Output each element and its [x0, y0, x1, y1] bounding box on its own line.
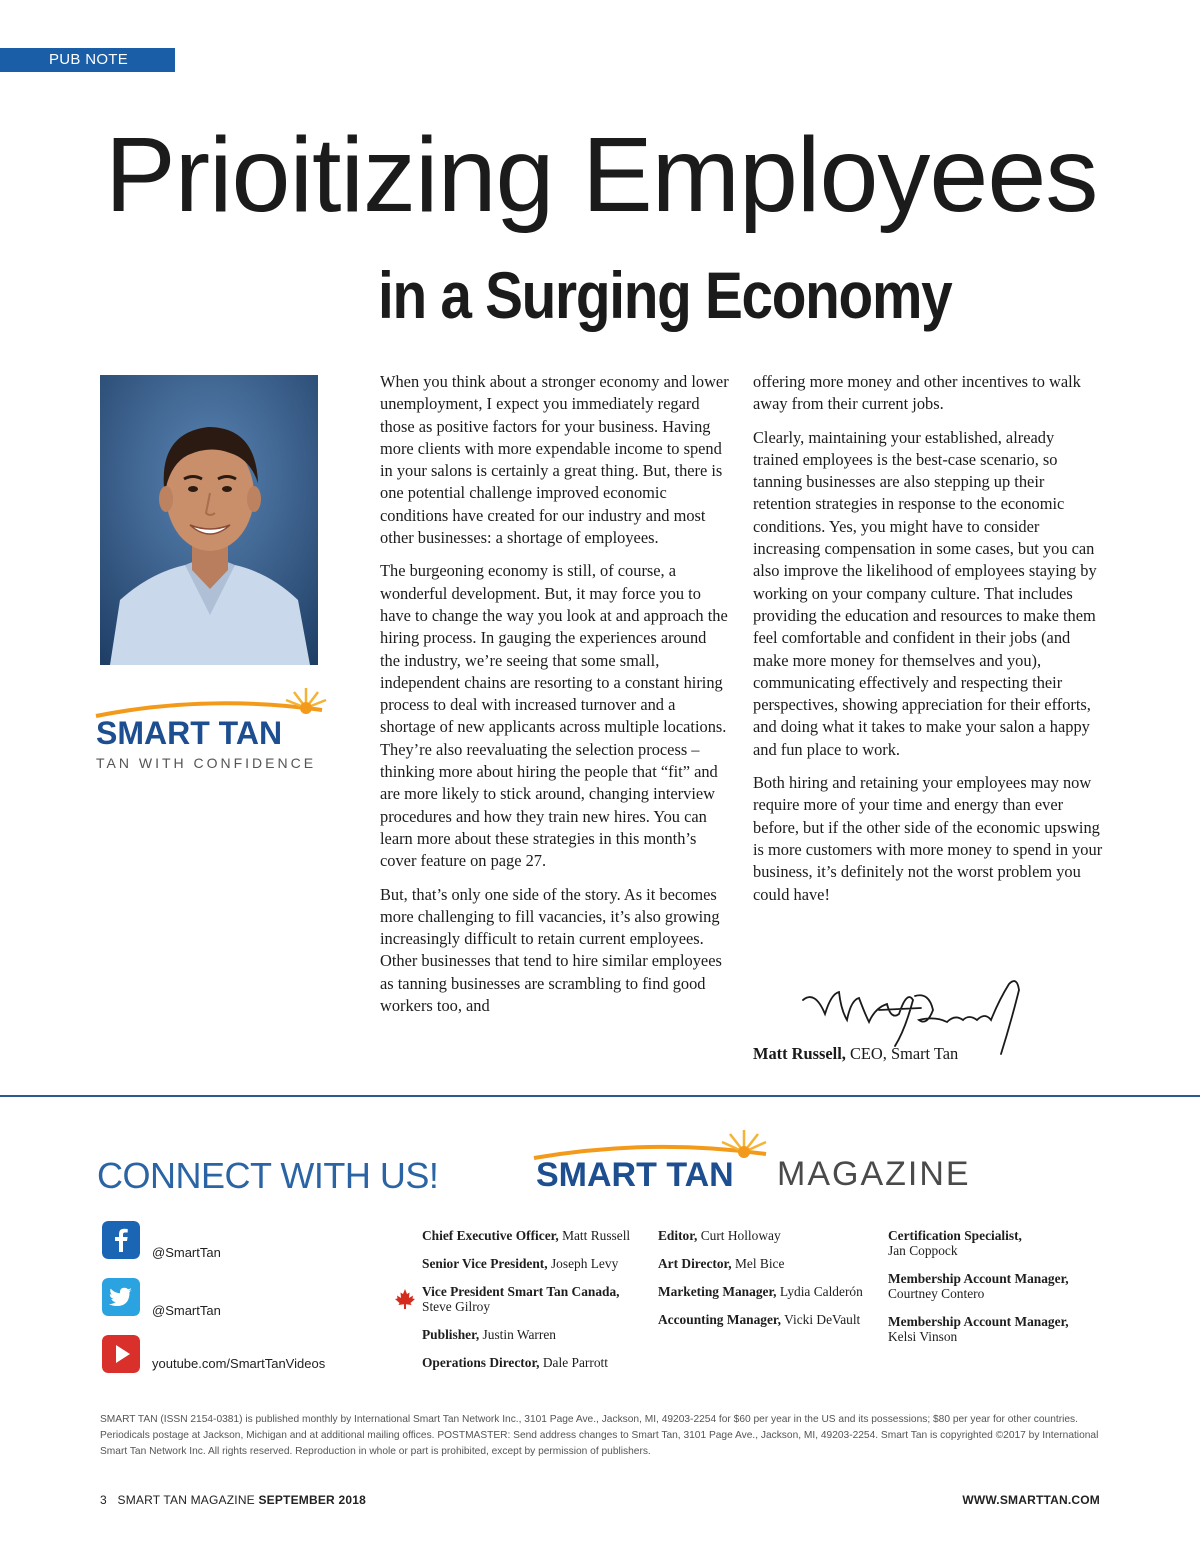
staff-column-1 — [422, 1228, 647, 1383]
issue-date: SEPTEMBER 2018 — [258, 1493, 366, 1507]
article-subtitle: in a Surging Economy — [378, 258, 952, 332]
staff-entry: Operations Director, Dale Parrott — [422, 1355, 608, 1370]
paragraph: The burgeoning economy is still, of course, a wonderful development. But, it may force you to have to change the way you look at and approach the hiring process. In gauging the experiences around the industry, we’re seeing that some small, independent chains are resorting to a constant hiring process to deal with increased turnover and a shortage of new applicants across multiple locations. They’re also reevaluating the selection process – thinking more about hiring the people that “fit” and are more likely to stick around, changing interview procedures and how they train new hires. You can learn more about these strategies in this month’s cover feature on page 27. — [380, 561, 728, 871]
signoff-role: CEO, Smart Tan — [849, 1044, 959, 1063]
smart-tan-logo — [86, 686, 336, 772]
staff-entry: Editor, Curt Holloway — [658, 1228, 781, 1243]
staff-entry: Chief Executive Officer, Matt Russell — [422, 1228, 631, 1243]
youtube-handle[interactable]: youtube.com/SmartTanVideos — [152, 1356, 326, 1371]
staff-entry: Marketing Manager, Lydia Calderón — [658, 1284, 863, 1299]
signoff — [753, 1044, 958, 1064]
staff-entry: Certification Specialist, Jan Coppock — [888, 1228, 1022, 1258]
twitter-handle[interactable]: @SmartTan — [152, 1303, 221, 1318]
staff-entry: Membership Account Manager, Courtney Contero — [888, 1271, 1069, 1301]
paragraph: Both hiring and retaining your employees may now require more of your time and energy than ever before, but if the other side of the economic upswing is more customers with more money to spend in your business, it’s definitely not the worst problem you could have! — [753, 773, 1103, 904]
svg-text:SMART TAN: SMART TAN — [96, 715, 283, 751]
staff-entry: Membership Account Manager, Kelsi Vinson — [888, 1314, 1069, 1344]
article-title: Prioitizing Employees — [105, 116, 1098, 234]
staff-entry: Art Director, Mel Bice — [658, 1256, 785, 1271]
staff-entry: Vice President Smart Tan Canada, Steve Gilroy — [422, 1284, 620, 1314]
author-photo — [100, 375, 318, 665]
website-link[interactable]: WWW.SMARTTAN.COM — [962, 1493, 1100, 1507]
paragraph: Clearly, maintaining your established, already trained employees is the best-case scenario, so tanning businesses are also stepping up their retention strategies in response to the economic conditions. Yes, you might have to consider increasing compensation in some cases, but you can also improve the likelihood of employees staying by working on your company culture. That includes providing the education and resources to make them feel comfortable and confident in their jobs (and make more money for themselves and you), communicating effectively and respecting their perspectives, showing appreciation for their efforts, and doing what it takes to make your salon a happy and fun place to work. — [753, 427, 1097, 759]
logo-tagline: TAN WITH CONFIDENCE — [96, 755, 317, 771]
youtube-link[interactable] — [102, 1335, 140, 1378]
twitter-link[interactable] — [102, 1278, 140, 1321]
paragraph: offering more money and other incentives to walk away from their current jobs. — [753, 372, 1081, 414]
magazine-wordmark: MAGAZINE — [777, 1155, 971, 1193]
paragraph: When you think about a stronger economy and lower unemployment, I expect you immediately regard those as positive factors for your business. Having more clients with more expendable income to spend in your salons is certainly a great thing. But, there is one potential challenge improved economic conditions have created for our industry and most other businesses: a shortage of employees. — [380, 372, 729, 548]
staff-column-2 — [658, 1228, 883, 1340]
maple-leaf-icon — [394, 1288, 416, 1315]
staff-entry: Accounting Manager, Vicki DeVault — [658, 1312, 861, 1327]
section-tag: PUB NOTE — [0, 48, 175, 72]
youtube-icon — [102, 1335, 140, 1373]
section-divider — [0, 1095, 1200, 1097]
facebook-icon — [102, 1221, 140, 1259]
page-footer — [100, 1493, 366, 1507]
twitter-icon — [102, 1278, 140, 1316]
staff-entry: Publisher, Justin Warren — [422, 1327, 556, 1342]
staff-entry: Senior Vice President, Joseph Levy — [422, 1256, 619, 1271]
staff-column-3 — [888, 1228, 1113, 1357]
facebook-link[interactable] — [102, 1221, 140, 1264]
article-column-1 — [380, 371, 730, 1028]
article-column-2 — [753, 371, 1103, 917]
connect-heading: CONNECT WITH US! — [97, 1155, 439, 1196]
paragraph: But, that’s only one side of the story. As it becomes more challenging to fill vacancies, it’s also growing increasingly difficult to retain current employees. Other businesses that tend to hire similar employees as tanning businesses are scrambling to find good workers too, and — [380, 884, 722, 1016]
svg-text:SMART TAN: SMART TAN — [536, 1156, 734, 1194]
publication-name: SMART TAN MAGAZINE — [117, 1493, 255, 1507]
legal-notice: SMART TAN (ISSN 2154-0381) is published monthly by International Smart Tan Network Inc., 3101 Page Ave., Jackson, MI, 49203-2254 for $60 per year in the US and its possessions; $80 per year for other countries. Periodicals postage at Jackson, Michigan and at additional mailing offices. POSTMASTER: Send address changes to Smart Tan, 3101 Page Ave., Jackson, MI, 49203-2254. Smart Tan is copyrighted ©2017 by International Smart Tan Network Inc. All rights reserved. Reproduction in whole or part is prohibited, except by permission of publishers. — [100, 1414, 1099, 1457]
signoff-name: Matt Russell, — [753, 1044, 846, 1063]
facebook-handle[interactable]: @SmartTan — [152, 1245, 221, 1260]
page-number: 3 — [100, 1493, 107, 1507]
